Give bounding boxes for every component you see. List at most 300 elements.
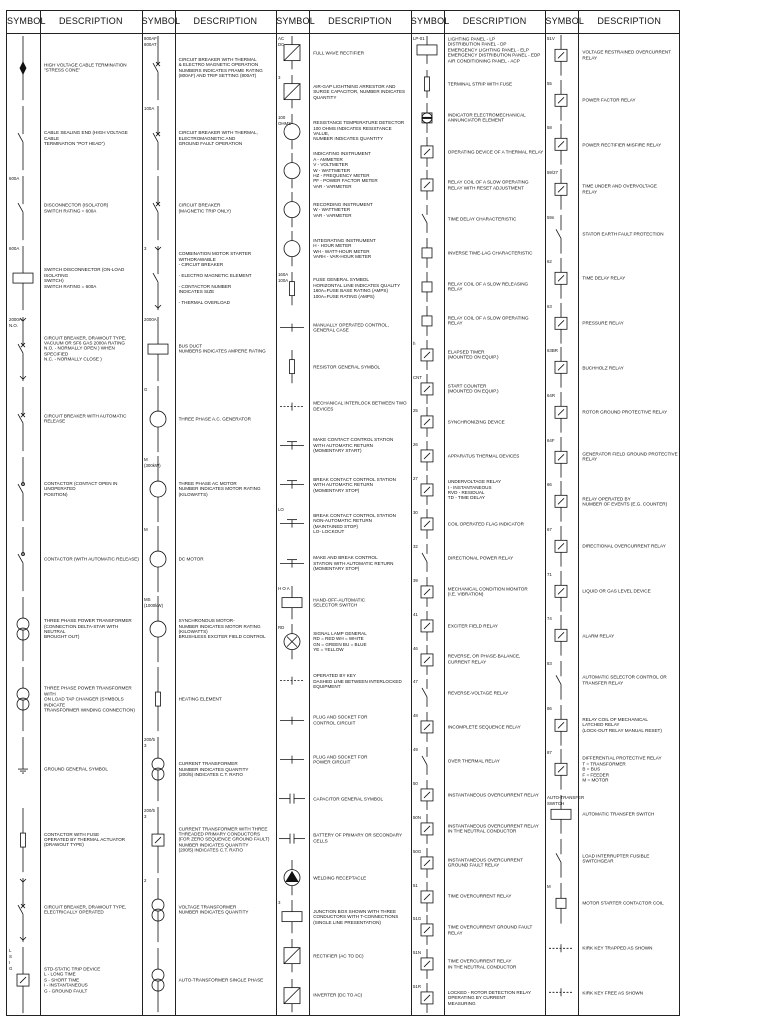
symbol-label: 160A bbox=[278, 271, 289, 277]
symbol-label: 66 bbox=[547, 482, 553, 488]
symbol-label: h bbox=[412, 340, 416, 346]
legend-row bbox=[411, 372, 546, 406]
slow-operating-relay-icon bbox=[411, 168, 443, 202]
legend-row bbox=[545, 524, 680, 569]
hoa-switch-icon bbox=[276, 583, 308, 622]
symbol-label: 49 bbox=[412, 747, 418, 753]
symbol-label: 51N bbox=[412, 950, 421, 956]
legend-row bbox=[7, 734, 142, 804]
drawout-electric-breaker-icon bbox=[7, 875, 39, 945]
make-break-station-icon bbox=[276, 544, 308, 583]
legend-row bbox=[545, 703, 680, 748]
legend-row bbox=[411, 101, 546, 135]
selector-transfer-icon bbox=[545, 658, 577, 703]
symbol-description: VOLTAGE RESTRAINED OVERCURRENT RELAY bbox=[582, 49, 672, 61]
symbol-description: CONTACTOR (CONTACT OPEN IN UNOPERATED POSITION) bbox=[44, 480, 118, 497]
symbol-description: RELAY COIL OF A SLOW RELEASING RELAY bbox=[447, 281, 529, 292]
legend-row bbox=[545, 792, 680, 837]
symbol-header: SYMBOL bbox=[276, 16, 315, 26]
symbol-description: INCOMPLETE SEQUENCE RELAY bbox=[447, 724, 521, 730]
legend-row bbox=[276, 544, 411, 583]
symbol-description: DISCONNECTOR (ISOLATOR) SWITCH RATING = 600A bbox=[44, 202, 109, 214]
legend-row bbox=[411, 947, 546, 981]
legend-row bbox=[142, 33, 277, 103]
legend-column-3 bbox=[276, 11, 411, 1015]
rtd-icon bbox=[276, 112, 308, 151]
symbol-label: 59n bbox=[547, 214, 555, 220]
legend-row bbox=[7, 314, 142, 384]
legend-row bbox=[411, 981, 546, 1015]
symbol-label: 100A bbox=[143, 106, 154, 112]
symbol-label: 3 bbox=[143, 743, 147, 749]
symbol-header: SYMBOL bbox=[410, 16, 450, 26]
breaker-auto-release-icon bbox=[7, 384, 39, 454]
switch-disconnector-icon bbox=[7, 243, 39, 313]
time-overcurrent-icon bbox=[411, 880, 443, 914]
symbol-description: KIRK KEY TRAPPED AS SHOWN bbox=[582, 945, 653, 951]
legend-row bbox=[411, 710, 546, 744]
legend-row bbox=[7, 805, 142, 875]
stator-earth-fault-icon bbox=[545, 212, 577, 257]
symbol-label: M bbox=[143, 456, 148, 462]
exciter-field-icon bbox=[411, 609, 443, 643]
symbol-label: I bbox=[9, 959, 11, 965]
legend-row bbox=[7, 243, 142, 313]
fused-contactor-icon bbox=[7, 805, 39, 875]
symbol-label: 200/5 bbox=[143, 737, 155, 743]
symbol-label: 71 bbox=[547, 571, 553, 577]
symbol-description: HIGH VOLTAGE CABLE TERMINATION "STRESS CONE" bbox=[44, 62, 127, 74]
symbol-label: M bbox=[143, 527, 148, 533]
locked-rotor-icon bbox=[411, 981, 443, 1015]
symbol-label: 63 bbox=[547, 303, 553, 309]
symbol-label: 67 bbox=[547, 526, 553, 532]
symbol-description: STATOR EARTH FAULT PROTECTION bbox=[582, 231, 664, 237]
legend-row bbox=[142, 945, 277, 1015]
legend-row bbox=[142, 805, 277, 875]
legend-row bbox=[545, 212, 680, 257]
symbol-description: ELAPSED TIMER (MOUNTED ON EQUIP.) bbox=[447, 349, 499, 360]
symbol-description: WELDING RECEPTACLE bbox=[313, 874, 367, 880]
symbol-description: AUTOMATIC TRANSFER SWITCH bbox=[582, 811, 655, 817]
ground-fault-breaker-icon bbox=[142, 103, 174, 173]
contactor-auto-release-icon bbox=[7, 524, 39, 594]
pressure-relay-icon bbox=[545, 301, 577, 346]
differential-relay-icon bbox=[545, 747, 577, 792]
symbol-description: ROTOR GROUND PROTECTIVE RELAY bbox=[582, 409, 668, 415]
phase-balance-icon bbox=[411, 643, 443, 677]
symbol-description: TIME OVERCURRENT GROUND FAULT RELAY bbox=[447, 924, 533, 936]
legend-row bbox=[545, 390, 680, 435]
welding-receptacle-icon bbox=[276, 858, 308, 897]
undervoltage-relay-icon bbox=[411, 473, 443, 507]
symbol-label: 51V bbox=[547, 35, 556, 41]
arrester-icon bbox=[276, 72, 308, 111]
symbol-header: SYMBOL bbox=[7, 16, 46, 26]
symbol-label: 2 bbox=[143, 877, 147, 883]
motor-starter-coil-icon bbox=[545, 881, 577, 926]
over-thermal-icon bbox=[411, 744, 443, 778]
integrating-instrument-icon bbox=[276, 229, 308, 268]
symbol-description: INVERTER (DC TO AC) bbox=[313, 992, 363, 998]
slow-releasing-coil-icon bbox=[411, 270, 443, 304]
symbol-label: 3 bbox=[143, 246, 147, 252]
symbol-label: 39 bbox=[412, 577, 418, 583]
legend-row bbox=[276, 661, 411, 700]
load-interrupter-icon bbox=[545, 836, 577, 881]
symbol-description: OVER THERMAL RELAY bbox=[447, 758, 500, 764]
symbol-label: 26 bbox=[412, 442, 418, 448]
recording-instrument-icon bbox=[276, 190, 308, 229]
symbol-description: MECHANICAL CONDITION MONITOR (I.E. VIBRATION) bbox=[447, 586, 528, 597]
symbol-label: 46 bbox=[412, 645, 418, 651]
symbol-label: G bbox=[143, 386, 148, 392]
symbol-description: REVERSE-VOLTAGE RELAY bbox=[447, 690, 509, 696]
symbol-description: CIRCUIT BREAKER WITH THERMAL & ELECTRO MAGNETIC OPERATION NUMBERS INDICATES FRAME RATING (800AF) AND TRIP SETTING (800AT) bbox=[178, 57, 263, 79]
symbol-label: 74 bbox=[547, 616, 553, 622]
battery-icon bbox=[276, 819, 308, 858]
legend-row bbox=[411, 304, 546, 338]
terminal-strip-icon bbox=[411, 67, 443, 101]
symbol-description: CABLE SEALING END (HIGH VOLTAGE CABLE TERMINATION "POT HEAD") bbox=[44, 130, 128, 146]
symbol-label: 83 bbox=[547, 660, 553, 666]
symbol-description: BUCHHOLZ RELAY bbox=[582, 365, 624, 371]
auto-transformer-icon bbox=[142, 945, 174, 1015]
bus-duct-icon bbox=[142, 314, 174, 384]
symbol-description: INSTANTANEOUS OVERCURRENT RELAY bbox=[447, 792, 539, 798]
symbol-label: S bbox=[9, 953, 12, 959]
description-header: DESCRIPTION bbox=[597, 16, 662, 26]
symbol-label: 3 bbox=[143, 813, 147, 819]
zero-sequence-ct-icon bbox=[142, 805, 174, 875]
description-header: DESCRIPTION bbox=[58, 16, 123, 26]
symbol-label: 27 bbox=[412, 476, 418, 482]
legend-row bbox=[7, 664, 142, 734]
symbol-description: DIRECTIONAL OVERCURRENT RELAY bbox=[582, 543, 666, 549]
legend-row bbox=[142, 314, 277, 384]
symbol-description: OPERATING DEVICE OF A THERMAL RELAY bbox=[447, 148, 544, 154]
symbol-label: H O A bbox=[278, 585, 290, 591]
break-contact-station-icon bbox=[276, 465, 308, 504]
symbol-description: RECORDING INSTRUMENT W - WATTMETER VAR - VARMETER bbox=[313, 201, 373, 218]
symbol-label: SWITCH bbox=[547, 800, 565, 806]
symbol-label: 86 bbox=[547, 705, 553, 711]
legend-row bbox=[411, 676, 546, 710]
symbol-label: CNT bbox=[412, 374, 422, 380]
symbol-label: 2000A bbox=[143, 316, 157, 322]
symbol-label: 48 bbox=[412, 713, 418, 719]
dc-motor-icon bbox=[142, 524, 174, 594]
delta-star-transformer-icon bbox=[7, 594, 39, 664]
legend-row bbox=[276, 465, 411, 504]
symbol-label: DC bbox=[278, 41, 285, 47]
legend-row bbox=[411, 67, 546, 101]
legend-row bbox=[276, 33, 411, 72]
inverter-icon bbox=[276, 976, 308, 1015]
resistor-icon bbox=[276, 347, 308, 386]
symbol-label: 3 bbox=[278, 75, 281, 81]
apparatus-thermal-icon bbox=[411, 439, 443, 473]
column-header bbox=[276, 11, 411, 34]
legend-column-2 bbox=[142, 11, 277, 1015]
symbol-description: CURRENT TRANSFORMER WITH THREE THREADED PRIMARY CONDUCTORS (FOR ZERO SEQUENCE GROUND FAULT) NUMBER INDICATES QUANTITY (200/5) INDICATES C.T. RATIO bbox=[178, 826, 270, 853]
legend-row bbox=[276, 936, 411, 975]
legend-row bbox=[545, 658, 680, 703]
legend-row bbox=[276, 387, 411, 426]
symbol-description: RESISTOR GENERAL SYMBOL bbox=[313, 364, 381, 370]
description-header: DESCRIPTION bbox=[193, 16, 258, 26]
legend-row bbox=[545, 970, 680, 1015]
signal-lamp-icon bbox=[276, 622, 308, 661]
legend-row bbox=[7, 103, 142, 173]
symbol-description: START COUNTER (MOUNTED ON EQUIP.) bbox=[447, 383, 499, 394]
directional-overcurrent-icon bbox=[545, 524, 577, 569]
symbol-description: CIRCUIT BREAKER, DRAWOUT TYPE, ELECTRICALLY OPERATED bbox=[44, 904, 127, 915]
rotor-ground-icon bbox=[545, 390, 577, 435]
symbol-label: 3 bbox=[278, 900, 281, 906]
symbol-description: STD-STATIC TRIP DEVICE L - LONG TIME S - SHORT TIME I - INSTANTANEOUS G - GROUND FAULT bbox=[44, 966, 101, 994]
symbol-description: EXCITER FIELD RELAY bbox=[447, 622, 499, 628]
kirk-key-trapped-icon bbox=[545, 926, 577, 971]
neutral-overcurrent-icon bbox=[411, 812, 443, 846]
symbol-description: VOLTAGE TRANSFORMER NUMBER INDICATES QUANTITY bbox=[178, 904, 249, 915]
symbol-description: CIRCUIT BREAKER (MAGNETIC TRIP ONLY) bbox=[178, 202, 231, 214]
symbol-description: OPERATED BY KEY DASHED LINE BETWEEN INTERLOCKED EQUIPMENT bbox=[313, 672, 402, 689]
symbol-label: 100A bbox=[278, 277, 289, 283]
cable-seal-icon bbox=[7, 103, 39, 173]
symbol-description: INSTANTANEOUS OVERCURRENT GROUND FAULT RELAY bbox=[447, 857, 523, 868]
symbol-description: SWITCH DISCONNECTOR (ON-LOAD ISOLATING SWITCH) SWITCH RATING = 600A bbox=[44, 267, 125, 289]
legend-row bbox=[142, 454, 277, 524]
symbol-label: N.O. bbox=[9, 322, 19, 328]
legend-row bbox=[276, 740, 411, 779]
symbol-label: 59/27 bbox=[547, 169, 559, 175]
legend-row bbox=[276, 779, 411, 818]
symbol-description: CIRCUIT BREAKER, DRAWOUT TYPE, VACUUM OR SF6 GAS 2000A RATING N.O. - NORMALLY OPEN ) WHEN SPECIFIED N.C. - NORMALLY CLOSE ) bbox=[44, 335, 127, 362]
legend-row bbox=[545, 78, 680, 123]
symbol-label: 50N bbox=[412, 814, 421, 820]
symbol-description: RECTIFIER (AC TO DC) bbox=[313, 953, 364, 959]
legend-row bbox=[545, 435, 680, 480]
symbol-description: THREE PHASE POWER TRANSFORMER WITH ON LOAD TAP CHANGER (SYMBOLS INDICATE TRANSFORMER WINDING CONNECTION) bbox=[44, 685, 135, 713]
legend-row bbox=[545, 122, 680, 167]
symbol-description: APPARATUS THERMAL DEVICES bbox=[447, 453, 520, 459]
symbol-description: UNDERVOLTAGE RELAY I - INSTANTANEOUS RVD - RESIDUAL TD - TIME DELAY bbox=[447, 479, 502, 501]
symbol-description: CURRENT TRANSFORMER NUMBER INDICATES QUANTITY (200/5) INDICATES C.T. RATIO bbox=[178, 761, 249, 778]
symbol-label: 51R bbox=[412, 984, 421, 990]
voltage-restrained-icon bbox=[545, 33, 577, 78]
mechanical-interlock-icon bbox=[276, 387, 308, 426]
legend-row bbox=[411, 439, 546, 473]
symbol-label: 25 bbox=[412, 408, 418, 414]
symbol-label: LO bbox=[278, 507, 285, 513]
symbol-description: LOCKED - ROTOR DETECTION RELAY OPERATING BY CURRENT MEASURING bbox=[447, 989, 532, 1006]
legend-column-1 bbox=[7, 11, 142, 1015]
contactor-icon bbox=[7, 454, 39, 524]
symbol-label: 800AT bbox=[143, 42, 157, 48]
symbol-description: LIGHTING PANEL - LP DISTRIBUTION PANEL - DP EMERGENCY LIGHTING PANEL - ELP EMERGENCY DISTRIBUTION PANEL - EDP AIR CONDITIONING PANEL - ACP bbox=[447, 36, 541, 64]
symbol-label: M bbox=[547, 884, 552, 890]
control-plug-icon bbox=[276, 701, 308, 740]
legend-row bbox=[142, 384, 277, 454]
latched-relay-icon bbox=[545, 703, 577, 748]
legend-row bbox=[142, 875, 277, 945]
symbol-label: G bbox=[9, 965, 13, 971]
disconnector-icon bbox=[7, 173, 39, 243]
generator-field-ground-icon bbox=[545, 435, 577, 480]
symbol-description: CIRCUIT BREAKER WITH THERMAL, ELECTROMAGNETIC AND GROUND FAULT OPERATION bbox=[178, 130, 258, 146]
symbol-label: 41 bbox=[412, 611, 418, 617]
alarm-relay-icon bbox=[545, 613, 577, 658]
legend-row bbox=[545, 256, 680, 301]
legend-row bbox=[276, 819, 411, 858]
static-trip-device-icon bbox=[7, 945, 39, 1015]
synchronizing-icon bbox=[411, 405, 443, 439]
symbol-description: THREE PHASE AC MOTOR NUMBER INDICATES MOTOR RATING (KILOWATTS) bbox=[178, 480, 261, 497]
magnetic-breaker-icon bbox=[142, 173, 174, 243]
thermal-magnetic-breaker-icon bbox=[142, 33, 174, 103]
symbol-description: COMBINATION MOTOR STARTER WITHDRAWABLE - CIRCUIT BREAKER - ELECTRO MAGNETIC ELEMENT - CONTACTOR NUMBER INDICATES SIZE - THERMAL OVERLOAD bbox=[178, 251, 252, 306]
vibration-monitor-icon bbox=[411, 575, 443, 609]
incomplete-sequence-icon bbox=[411, 710, 443, 744]
column-header bbox=[411, 11, 546, 34]
symbol-description: FUSE GENERAL SYMBOL HORIZONTAL LINE INDICATES QUALITY 160A=FUSE BASE RATING (AMPS) 100A=FUSE RATING (AMPS) bbox=[313, 277, 401, 299]
symbol-description: MANUALLY OPERATED CONTROL, GENERAL CASE bbox=[313, 322, 389, 333]
junction-box-icon bbox=[276, 897, 308, 936]
symbol-description: THREE PHASE POWER TRANSFORMER (CONNECTION DELTA-STAR WITH NEUTRAL BROUGHT OUT) bbox=[44, 618, 132, 640]
legend-row bbox=[411, 405, 546, 439]
legend-row bbox=[142, 594, 277, 664]
column-header bbox=[142, 11, 277, 34]
legend-row bbox=[411, 778, 546, 812]
column-header bbox=[545, 11, 680, 34]
legend-row bbox=[411, 507, 546, 541]
symbol-description: COIL OPERATED FLAG INDICATOR bbox=[447, 521, 524, 527]
symbol-description: SIGNAL LAMP GENERAL RD = RED WH = WHITE GN = GREEN BU = BLUE YE = YELLOW bbox=[313, 631, 367, 653]
symbol-description: TIME OVERCURRENT RELAY bbox=[447, 893, 512, 899]
symbol-description: RELAY COIL OF A SLOW OPERATING RELAY bbox=[447, 315, 529, 326]
symbol-description: PLUG AND SOCKET FOR CONTROL CIRCUIT bbox=[313, 714, 368, 726]
rectifier-misfire-icon bbox=[545, 122, 577, 167]
symbol-description: MAKE AND BREAK CONTROL STATION WITH AUTOMATIC RETURN (MOMENTARY STOP) bbox=[313, 555, 394, 571]
symbol-label: 50 bbox=[412, 780, 418, 786]
symbol-description: CIRCUIT BREAKER WITH AUTOMATIC RELEASE bbox=[44, 413, 127, 424]
fuse-icon bbox=[276, 269, 308, 308]
symbol-description: JUNCTION BOX SHOWN WITH THREE CONDUCTORS WITH T-CONNECTIONS (SINGLE LINE PRESENTATION) bbox=[313, 908, 399, 925]
kirk-key-free-icon bbox=[545, 970, 577, 1015]
legend-row bbox=[411, 202, 546, 236]
start-counter-icon bbox=[411, 372, 443, 406]
flag-indicator-icon bbox=[411, 507, 443, 541]
symbol-description: POWER FACTOR RELAY bbox=[582, 97, 636, 103]
ground-fault-overcurrent-icon bbox=[411, 846, 443, 880]
legend-row bbox=[276, 583, 411, 622]
symbol-description: TIME OVERCURRENT RELAY IN THE NEUTRAL CONDUCTOR bbox=[447, 958, 517, 970]
symbol-label: 58 bbox=[547, 125, 553, 131]
symbol-description: KIRK KEY FREE AS SHOWN bbox=[582, 989, 644, 995]
symbol-description: MOTOR STARTER CONTACTOR COIL bbox=[582, 900, 664, 906]
symbol-label: 64R bbox=[547, 393, 556, 399]
symbol-description: BREAK CONTACT CONTROL STATION NON-AUTOMATIC RETURN (MAINTAINED STOP) LO- LOCKOUT bbox=[313, 513, 396, 535]
legend-row bbox=[545, 479, 680, 524]
inverse-time-icon bbox=[411, 236, 443, 270]
legend-row bbox=[411, 880, 546, 914]
legend-row bbox=[142, 103, 277, 173]
key-operated-icon bbox=[276, 661, 308, 700]
symbol-description: CAPACITOR GENERAL SYMBOL bbox=[313, 796, 384, 802]
symbol-description: RELAY COIL OF MECHANICAL LATCHED RELAY (LOCK-OUT RELAY MANUAL RESET) bbox=[582, 716, 662, 733]
symbol-description: TERMINAL STRIP WITH FUSE bbox=[447, 81, 513, 87]
legend-row bbox=[545, 836, 680, 881]
legend-row bbox=[276, 426, 411, 465]
description-header: DESCRIPTION bbox=[462, 16, 527, 26]
combination-starter-icon bbox=[142, 243, 174, 313]
legend-row bbox=[276, 190, 411, 229]
symbol-label: RD bbox=[278, 625, 285, 631]
symbol-description: ALARM RELAY bbox=[582, 632, 615, 638]
legend-row bbox=[411, 643, 546, 677]
symbol-description: AUTOMATIC SELECTOR CONTROL OR TRANSFER RELAY bbox=[582, 674, 667, 686]
symbol-description: GENERATOR FIELD GROUND PROTECTIVE RELAY bbox=[582, 451, 678, 463]
slow-operating-coil-icon bbox=[411, 304, 443, 338]
thermal-relay-icon bbox=[411, 135, 443, 169]
symbol-label: 200/5 bbox=[143, 807, 155, 813]
legend-row bbox=[545, 926, 680, 971]
legend-row bbox=[411, 609, 546, 643]
symbol-description: INDICATOR ELECTROMECHANICAL ANNUNCIATOR ELEMENT bbox=[447, 112, 526, 123]
legend-row bbox=[142, 734, 277, 804]
reverse-voltage-icon bbox=[411, 676, 443, 710]
legend-row bbox=[276, 858, 411, 897]
symbol-label: 2000A bbox=[9, 316, 22, 322]
symbol-label: 47 bbox=[412, 679, 418, 685]
symbol-label: 55 bbox=[547, 80, 553, 86]
legend-row bbox=[7, 33, 142, 103]
symbol-description: HEATING ELEMENT bbox=[178, 696, 222, 702]
legend-row bbox=[411, 744, 546, 778]
symbol-description: PLUG AND SOCKET FOR POWER CIRCUIT bbox=[313, 754, 368, 765]
legend-row bbox=[7, 173, 142, 243]
symbol-label: 50G bbox=[412, 848, 422, 854]
legend-row bbox=[7, 875, 142, 945]
make-contact-station-icon bbox=[276, 426, 308, 465]
liquid-level-icon bbox=[545, 569, 577, 614]
instantaneous-overcurrent-icon bbox=[411, 778, 443, 812]
directional-power-icon bbox=[411, 541, 443, 575]
symbol-description: MAKE CONTACT CONTROL STATION WITH AUTOMATIC RETURN (MOMENTARY START) bbox=[313, 437, 394, 454]
symbol-description: SYNCHRONIZING DEVICE bbox=[447, 419, 505, 425]
legend-row bbox=[545, 613, 680, 658]
symbol-description: RELAY OPERATED BY NUMBER OF EVENTS (E.G. COUNTER) bbox=[582, 496, 668, 507]
symbol-description: DIFFERENTIAL PROTECTIVE RELAY T = TRANSFORMER B = BUS F = FEEDER M = MOTOR bbox=[582, 755, 662, 783]
symbol-description: FULL WAVE RECTIFIER bbox=[313, 49, 365, 55]
legend-column-5 bbox=[545, 11, 680, 1015]
time-delay-relay-icon bbox=[545, 256, 577, 301]
description-header: DESCRIPTION bbox=[328, 16, 392, 26]
symbol-description: RESISTANCE TEMPERATURE DETECTOR 100 OHMS INDICATES RESISTANCE VALUE, NUMBER INDICATES QUANTITY bbox=[313, 120, 405, 142]
legend-row bbox=[545, 345, 680, 390]
legend-row bbox=[411, 913, 546, 947]
time-overcurrent-neutral-icon bbox=[411, 947, 443, 981]
legend-row bbox=[545, 167, 680, 212]
manual-control-icon bbox=[276, 308, 308, 347]
symbol-label: AC bbox=[278, 35, 285, 41]
voltage-transformer-icon bbox=[142, 875, 174, 945]
indicating-instrument-icon bbox=[276, 151, 308, 190]
symbol-header: SYMBOL bbox=[545, 16, 585, 26]
symbol-label: 32 bbox=[412, 543, 418, 549]
symbol-description: INVERSE TIME-LAG CHARACTERISTIC bbox=[447, 250, 533, 256]
